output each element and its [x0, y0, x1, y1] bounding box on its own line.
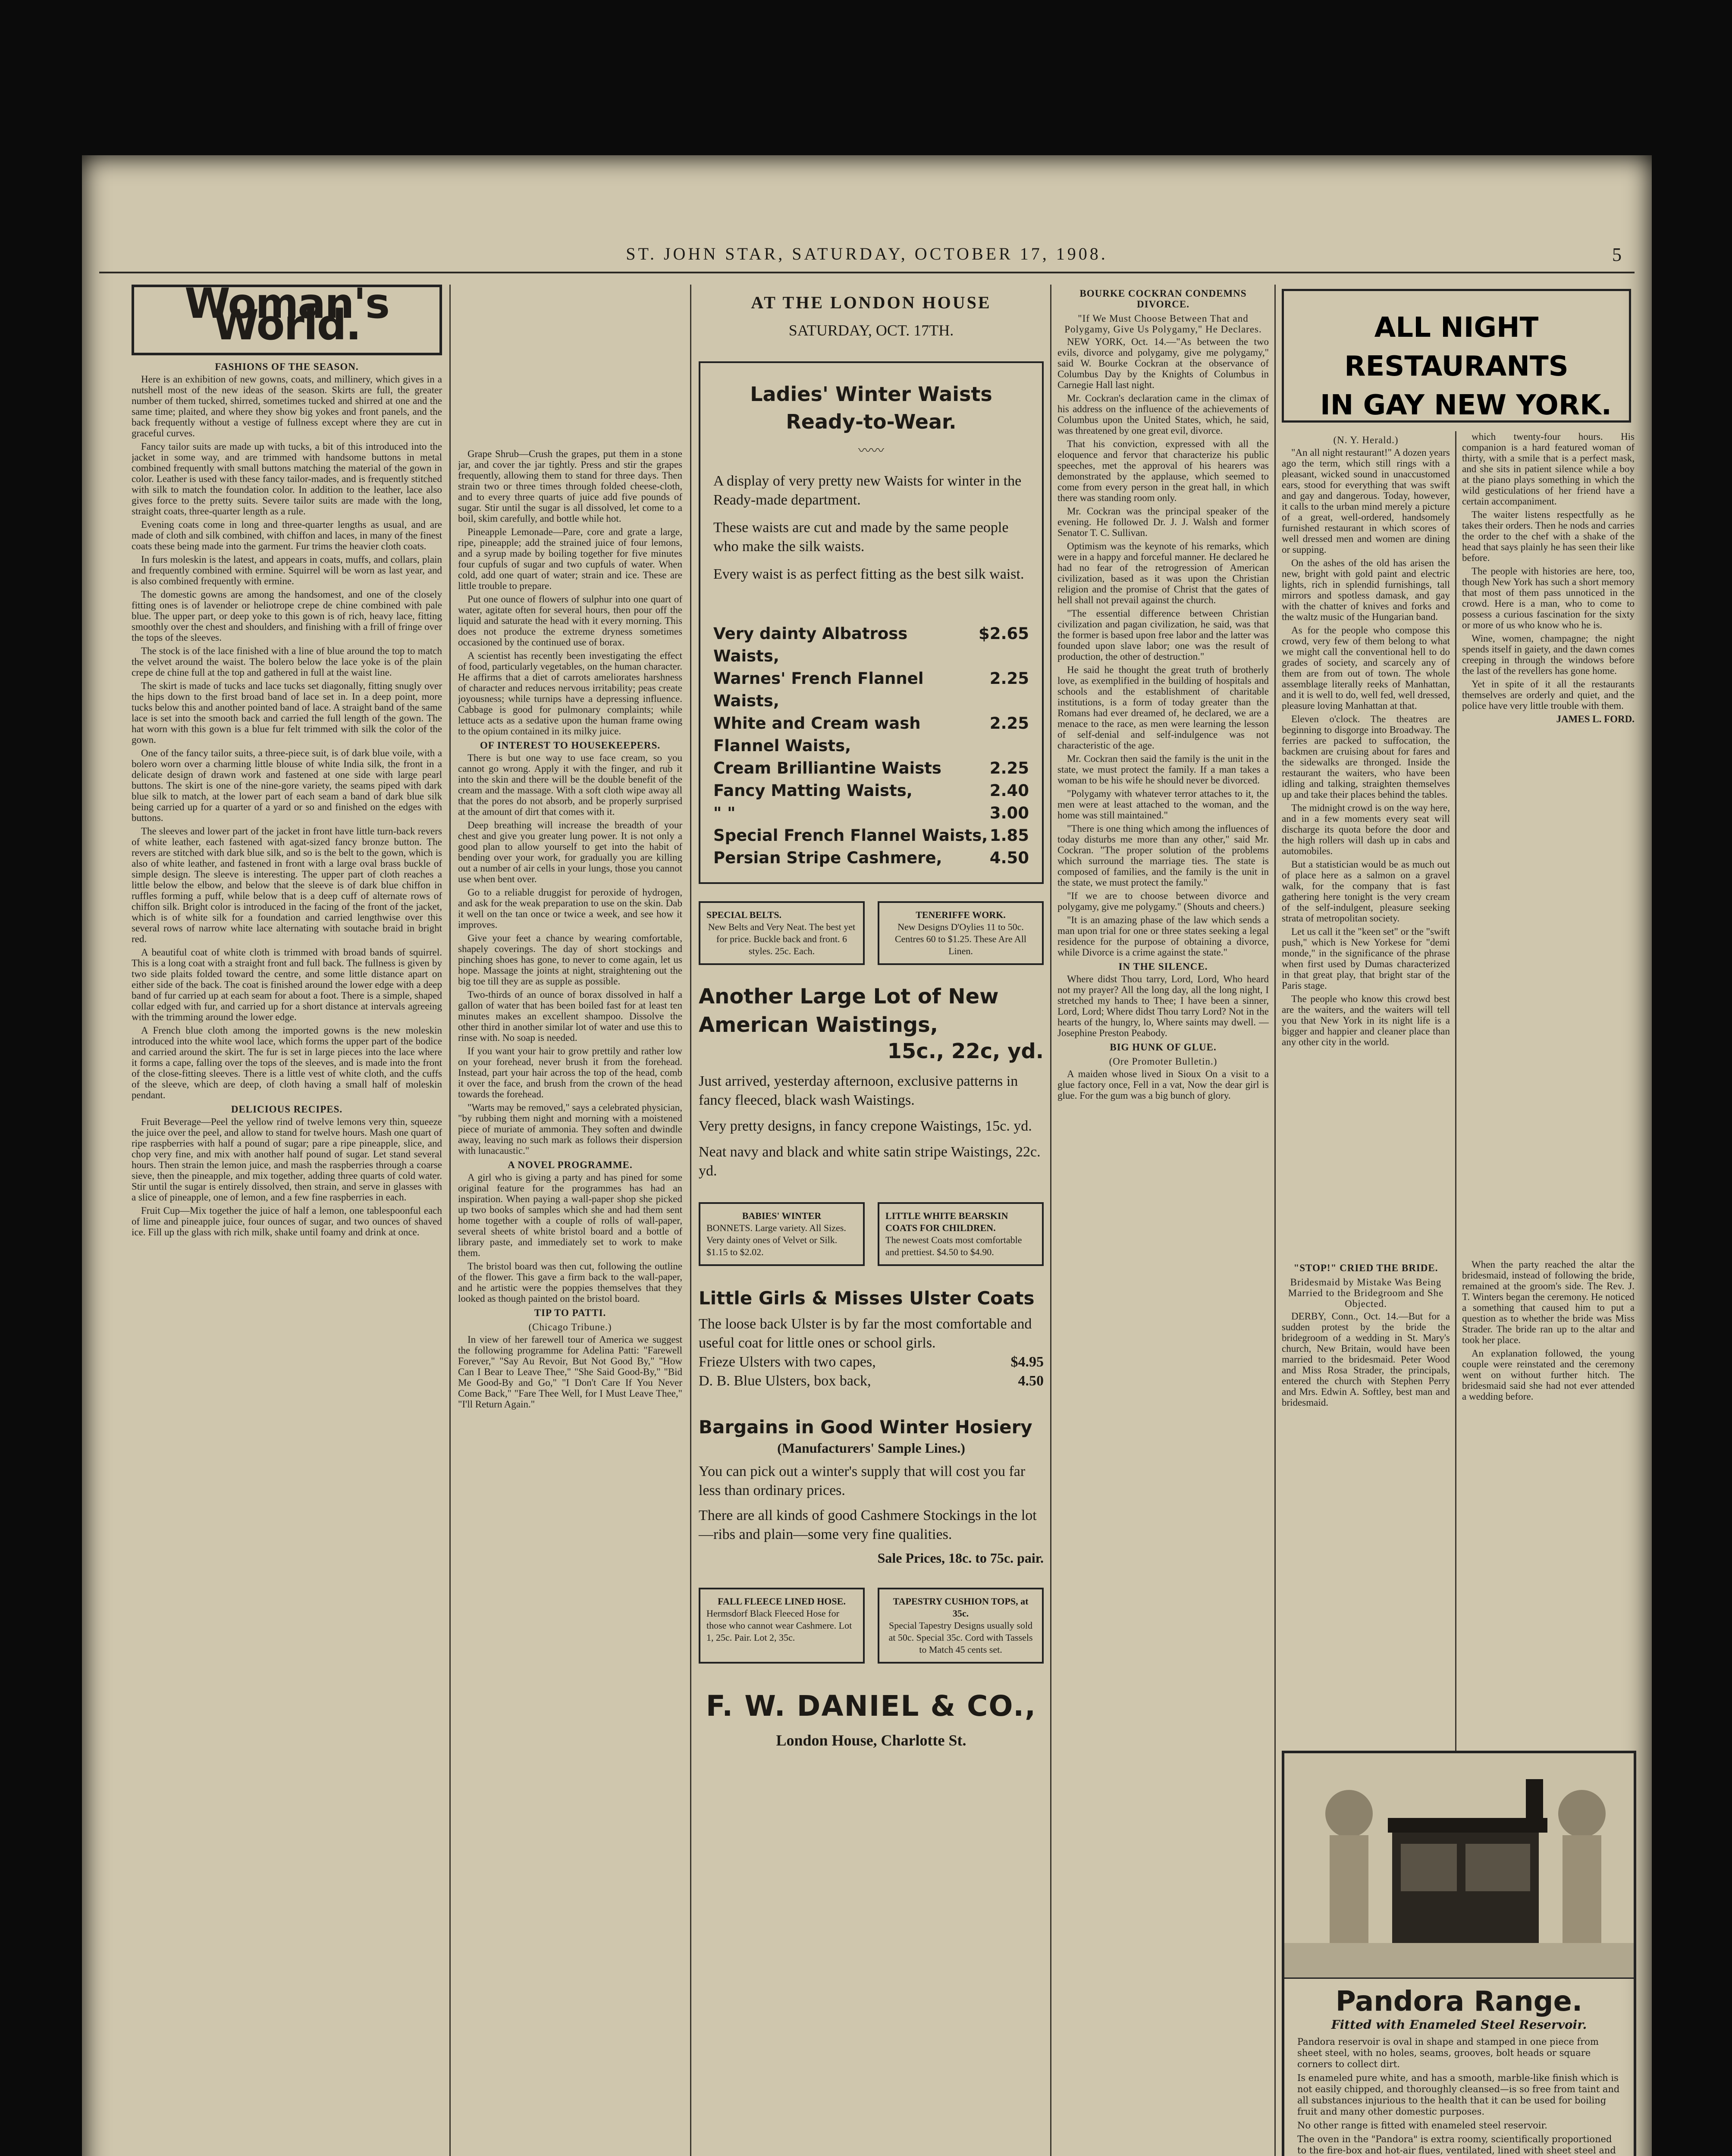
paragraph: "There is one thing which among the influences of today disturbs me more than any other," said Mr. Cockran. "The proper solution of the problems which surround the marriage ties. The state is composed of families, and the family is the unit in the state, we must protect the family."	[1057, 823, 1269, 888]
headline: BOURKE COCKRAN CONDEMNS DIVORCE.	[1079, 288, 1247, 310]
store-date: SATURDAY, OCT. 17TH.	[788, 322, 954, 339]
paragraph: When the party reached the altar the bridesmaid, instead of following the bride, remained at the groom's side. The Rev. J. T. Winters began the ceremony. He noticed a something that caused him to put a question as to whether the bride was Miss Strader. The bride ran up to the altar and took her place.	[1462, 1259, 1635, 1345]
headline: "STOP!" CRIED THE BRIDE.	[1293, 1263, 1438, 1273]
restaurants-title-2: IN GAY NEW YORK.	[1320, 389, 1612, 421]
pandora-body-4: The oven in the "Pandora" is extra roomy, scientifically proportioned to the fire-box and hot-air flues, ventilated, lined with sheet steel and	[1297, 2134, 1616, 2156]
price-row: Warnes' French Flannel Waists, 2.25	[713, 669, 1029, 710]
column-rule	[690, 285, 691, 2156]
store-address: London House, Charlotte St.	[776, 1732, 966, 1749]
subheading-source: (Ore Promoter Bulletin.)	[1109, 1056, 1217, 1067]
paragraph: "The essential difference between Christian civilization and pagan civilization, he said, was that the former is based upon free labor and the latter was founded upon slave labor; one was the result of production, the other of destruction."	[1057, 608, 1269, 662]
paragraph: A maiden whose lived in Sioux On a visit to a glue factory once, Fell in a vat, Now the dear girl is glue. For the gum was a big bunch of glory.	[1057, 1069, 1269, 1101]
paragraph: He said he thought the great truth of brotherly love, as exemplified in the building of hospitals and schools and the establishment of charitable institutions, is a form of today greater than the Romans had ever dreamed of, he declared, we are a menace to the race, as men were learning the lesson of self-denial and self-indulgence was not characteristic of the age.	[1057, 664, 1269, 751]
subheading: BIG HUNK OF GLUE.	[1110, 1042, 1217, 1053]
pandora-body-3: No other range is fitted with enameled steel reservoir.	[1297, 2120, 1547, 2131]
paragraph: A French blue cloth among the imported gowns is the new moleskin introduced into the white wool lace, which forms the upper part of the bodice and carried around the skirt. The fur is set in large pieces into the lace where it forms a cape, falling over the tops of the sleeves, and is made into the front of the close-fitting sleeves. There is a little vest of white cloth, and the cuffs of the sleeve, which are deep, of cloth having a small half of moleskin pendant.	[132, 1025, 442, 1100]
cushion-title: TAPESTRY CUSHION TOPS, at 35c.	[893, 1596, 1029, 1619]
teneriffe-title: TENERIFFE WORK.	[916, 909, 1006, 920]
waisting-body-2: Very pretty designs, in fancy crepone Waistings, 15c. yd.	[699, 1118, 1032, 1134]
paragraph: One of the fancy tailor suits, a three-piece suit, is of dark blue voile, with a bolero worn over a charming little blouse of white India silk, the front in a delicate design of drawn work and fastened at one side with large pearl buttons. The skirt is one of the nine-gore variety, the seams piped with dark blue silk to match, at the lower part of each seam a band of dark blue silk being carried up for a quarter of a yard or so and finished on the edges with buttons.	[132, 748, 442, 823]
price-row: Special French Flannel Waists, 1.85	[713, 826, 1029, 845]
ulster-body: The loose back Ulster is by far the most comfortable and useful coat for little ones or school girls.	[699, 1316, 1032, 1351]
bonnets-title: BABIES' WINTER	[742, 1210, 822, 1221]
waists-body: A display of very pretty new Waists for winter in the Ready-made department.	[713, 473, 1022, 508]
subheading: DELICIOUS RECIPES.	[231, 1104, 343, 1115]
pandora-title: Pandora Range.	[1335, 1986, 1583, 2018]
paragraph: The skirt is made of tucks and lace tucks set diagonally, fitting snugly over the hips down to the first broad band of lace set in. In a deep point, more tucks below this and another pointed band of lace. A straight band of the same lace is set into the smooth back and carried the full length of the gown. The hat worn with this gown is a blue fur felt trimmed with silk the color of the gown.	[132, 680, 442, 745]
belts-title: SPECIAL BELTS.	[706, 909, 782, 920]
small-boxes-row-1	[699, 901, 1044, 965]
paragraph: If you want your hair to grow prettily and rather low on your forehead, never brush it from the forehead. Instead, part your hair across the top of the head, comb it over the face, and brush from the crown of the head towards the forehead.	[458, 1046, 682, 1100]
belts-body: New Belts and Very Neat. The best yet for price. Buckle back and front. 6 styles. 25c. Each.	[708, 921, 856, 956]
paragraph: Mr. Cockran's declaration came in the climax of his address on the influence of the achievements of Columbus upon the United States, which, he said, was threatened by one great evil, divorce.	[1057, 393, 1269, 436]
belts-box	[699, 901, 865, 965]
hosiery-title: Bargains in Good Winter Hosiery	[699, 1416, 1032, 1438]
pandora-body-2: Is enameled pure white, and has a smooth, marble-like finish which is not easily chipped, and thoroughly cleansed—is so free from taint and all substances injurious to the health that it can be used for boiling fruit and many other domestic purposes.	[1297, 2073, 1620, 2117]
paragraph: "Polygamy with whatever terror attaches to it, the men were at least attached to the woman, and the home was still maintained."	[1057, 788, 1269, 821]
paragraph: On the ashes of the old has arisen the new, bright with gold paint and electric lights, rich in splendid furnishings, tall mirrors and spotless damask, and gay with the chatter of knives and forks and the waltz music of the Hungarian band.	[1282, 558, 1450, 622]
paragraph: "An all night restaurant!" A dozen years ago the term, which still rings with a pleasant, wicked sound in unaccustomed ears, stood for everything that was swift and gay and dangerous. Today, however, it calls to the urban mind merely a picture of a great, well-ordered, handsomely furnished restaurant in which scores of well dressed men and women are dining or supping.	[1282, 447, 1450, 555]
hosiery-sale: Sale Prices, 18c. to 75c. pair.	[877, 1550, 1044, 1566]
waisting-body-3: Neat navy and black and white satin stripe Waistings, 22c. yd.	[699, 1144, 1041, 1179]
paragraph: Evening coats come in long and three-quarter lengths as usual, and are made of cloth and silk combined, with chiffon and laces, in many of the finest coats these being made into the garment. Fur trims the heavier cloth coats.	[132, 519, 442, 552]
column-rule	[449, 285, 451, 2156]
cushion-body: Special Tapestry Designs usually sold at 50c. Special 35c. Cord with Tassels to Match 45 cents set.	[888, 1620, 1033, 1655]
small-boxes-row-3	[699, 1588, 1044, 1664]
paragraph: Two-thirds of an ounce of borax dissolved in half a gallon of water that has been boiled fast for at least ten minutes makes an excellent shampoo. Dissolve the other third in another similar lot of water and use this to rinse with. No soap is needed.	[458, 989, 682, 1043]
ulster-price-row: Frieze Ulsters with two capes, $4.95	[699, 1354, 1044, 1370]
masthead-rule	[99, 272, 1635, 273]
price-row: White and Cream wash Flannel Waists, 2.25	[713, 714, 1029, 755]
ulster-section	[699, 1288, 1044, 1391]
teneriffe-body: New Designs D'Oylies 11 to 50c. Centres 60 to $1.25. These Are All Linen.	[894, 921, 1027, 956]
paragraph: A scientist has recently been investigating the effect of food, particularly vegetables, on the human character. He affirms that a diet of carrots ameliorates harshness of character and reduces nervous irritability; peas create joyousness; while turnips have a depressing influence. Cabbage is good for pulmonary complaints; while lettuce acts as a sedative upon the human frame owing to the opium contained in its milky juice.	[458, 650, 682, 736]
byline: JAMES L. FORD.	[1556, 714, 1635, 724]
paragraph: Deep breathing will increase the breadth of your chest and give you greater lung power. It is not only a good plan to allow yourself to get into the habit of bending over your work, for gradually you are killing out a number of air cells in your lungs, those you cannot use when bent over.	[458, 820, 682, 884]
paragraph: Mr. Cockran was the principal speaker of the evening. He followed Dr. J. J. Walsh and former Senator T. C. Sullivan.	[1057, 506, 1269, 538]
column-rule	[1050, 285, 1051, 2156]
paragraph: "It is an amazing phase of the law which sends a man upon trial for one or three states seeking a legal residence for the purpose of obtaining a divorce, while Divorce is a crime against the state."	[1057, 915, 1269, 958]
bonnets-box	[699, 1202, 865, 1266]
column-household	[458, 448, 682, 2156]
paragraph: Yet in spite of it all the restaurants themselves are orderly and quiet, and the police have very little trouble with them.	[1462, 679, 1635, 711]
cushion-box	[878, 1588, 1044, 1664]
paragraph: The people with histories are here, too, though New York has such a short memory that most of them pass unnoticed in the crowd. Here is a man, who to come to possess a curious fascination for the sixty or more of us who know who he is.	[1462, 566, 1635, 630]
column-rule	[1455, 431, 1456, 1915]
paragraph: The waiter listens respectfully as he takes their orders. Then he nods and carries the order to the chef with a shake of the head that says plainly he has seen their like before.	[1462, 509, 1635, 563]
poem: Where didst Thou tarry, Lord, Lord, Who heard not my prayer? All the long day, all the long night, I stretched my hands to Thee; I have been a sinner, Lord, Lord; Where didst Thou tarry Lord? Not in the hearts of the hungry, lo, Where saints may dwell. —Josephine Preston Peabody.	[1057, 974, 1269, 1038]
paragraph: Eleven o'clock. The theatres are beginning to disgorge into Broadway. The ferries are packed to suffocation, the backmen are cruising about for fares and the sidewalks are thronged. Inside the restaurant the waiters, who have been idling and talking, straighten themselves up and take their places behind the tables.	[1282, 714, 1450, 800]
waists-title: Ladies' Winter Waists Ready-to-Wear.	[750, 382, 992, 433]
paragraph: Put one ounce of flowers of sulphur into one quart of water, agitate often for several hours, then pour off the liquid and saturate the head with it every morning. This does not produce the extreme dryness sometimes occasioned by the continued use of borax.	[458, 594, 682, 648]
paragraph: The bristol board was then cut, following the outline of the flower. This gave a firm back to the wall-paper, and he artistic were the poppies themselves that they looked as though painted on the bristol board.	[458, 1261, 682, 1304]
bonnets-body: BONNETS. Large variety. All Sizes. Very dainty ones of Velvet or Silk. $1.15 to $2.02.	[706, 1222, 846, 1257]
subheading: FASHIONS OF THE SEASON.	[215, 361, 359, 372]
paragraph: Give your feet a chance by wearing comfortable, shapely coverings. The day of short stockings and pinching shoes has gone, to never to come again, let us hope. Massage the joints at night, straightening out the big toe till they are as supple as possible.	[458, 933, 682, 987]
source-line: (N. Y. Herald.)	[1333, 435, 1399, 445]
column-restaurants-right	[1462, 431, 1635, 1250]
small-boxes-row-2	[699, 1202, 1044, 1266]
subheading: OF INTEREST TO HOUSEKEEPERS.	[480, 740, 661, 751]
paragraph: In furs moleskin is the latest, and appears in coats, muffs, and collars, plain and frequently combined with ermine. Squirrel will be worn as last year, and is also combined frequently with ermine.	[132, 554, 442, 586]
column-bride-right	[1462, 1259, 1635, 1738]
waisting-prices: 15c., 22c, yd.	[887, 1039, 1044, 1063]
hosiery-body: You can pick out a winter's supply that will cost you far less than ordinary prices.	[699, 1463, 1026, 1498]
hose-title: FALL FLEECE LINED HOSE.	[718, 1596, 846, 1607]
bearskin-body: The newest Coats most comfortable and prettiest. $4.50 to $4.90.	[885, 1235, 1022, 1257]
waists-body-2: These waists are cut and made by the same people who make the silk waists.	[713, 520, 1009, 555]
paragraph: Here is an exhibition of new gowns, coats, and millinery, which gives in a nutshell most of the new ideas of the season. Skirts are full, the greater number of them tucked, shirred, sometimes tucked and shirred at one and the same time; plaited, and where they show big yokes and front panels, and the back frequently without a vestige of fullness except where they are cut in graceful curves.	[132, 374, 442, 439]
waists-box	[699, 361, 1044, 884]
ornament: 〰〰	[858, 444, 884, 458]
price-row: Fancy Matting Waists, 2.40	[713, 781, 1029, 800]
hosiery-sub: (Manufacturers' Sample Lines.)	[777, 1440, 965, 1456]
waisting-title: Another Large Lot of New American Waistings,	[699, 984, 999, 1037]
ulster-price-row: D. B. Blue Ulsters, box back, 4.50	[699, 1373, 1044, 1389]
deck: "If We Must Choose Between That and Polygamy, Give Us Polygamy," He Declares.	[1064, 313, 1262, 335]
newspaper-page	[82, 155, 1652, 2156]
paragraph: Fruit Beverage—Peel the yellow rind of twelve lemons very thin, squeeze the juice over the peel, and allow to stand for twelve hours. Mash one quart of ripe raspberries with half a pound of sugar; pare a ripe pineapple, slice, and chop very fine, and mix with another half pound of sugar. Let stand several hours. Then strain the lemon juice, and mash the raspberries through a coarse sieve, then the pineapple, and mix together, adding three quarts of cold water. Stir until the sugar is entirely dissolved, then strain, and serve in glasses with a slice of pineapple, one of lemon, and a few fine raspberries in each.	[132, 1116, 442, 1203]
paragraph: DERBY, Conn., Oct. 14.—But for a sudden protest by the bride the bridegroom of a wedding in St. Mary's church, New Britain, would have been married to the bridesmaid. Peter Wood and Miss Rosa Strader, the principals, entered the church with Stephen Perry and Mrs. Edwin A. Softley, best man and bridesmaid.	[1282, 1311, 1450, 1408]
subheading: TIP TO PATTI.	[534, 1307, 606, 1318]
teneriffe-box	[878, 901, 1044, 965]
paragraph: Fancy tailor suits are made up with tucks, a bit of this introduced into the jacket in some way, and are trimmed with handsome buttons in metal combined frequently with small buttons matching the material of the gown in color. Leather is used with these fancy tailor-mades, and is frequently stitched with silk to match the foundation color. In addition to the leather, lace also gives force to the pretty suits. Severe tailor suits are made with the long, straight coats, three-quarter length as a rule.	[132, 441, 442, 517]
column-cockran	[1057, 285, 1269, 2156]
bearskin-box	[878, 1202, 1044, 1266]
womans-world-title: Woman's World.	[184, 285, 389, 349]
waists-body-3: Every waist is as perfect fitting as the best silk waist.	[713, 566, 1024, 582]
pandora-copy	[1284, 1979, 1634, 2156]
paragraph: The sleeves and lower part of the jacket in front have little turn-back revers of white leather, each fastened with agat-sized fancy bronze button. The revers are stitched with dark blue silk, and so is the belt to the gown, which is also of white leather, and fastened in front with a large oval brass buckle of simple design. The sleeve is interesting. The upper part of cloth reaches a little below the elbow, and below that the sleeve is of dark blue chiffon in ruffles forming a puff, while below that is a deep cuff of alternate rows of chiffon silk. Bright color is introduced in the facing of the front of the jacket, which is of white silk for a foundation and carried lengthwise over this several rows of narrow white lace alternating with soutache braid in bright red.	[132, 826, 442, 944]
paragraph: Go to a reliable druggist for peroxide of hydrogen, and ask for the weak preparation to use on the skin. Dab it well on the tan once or twice a week, and see how it improves.	[458, 887, 682, 930]
hosiery-body-2: There are all kinds of good Cashmere Stockings in the lot—ribs and plain—some very fine qualities.	[699, 1507, 1037, 1542]
waisting-section	[699, 982, 1044, 1181]
paragraph: The stock is of the lace finished with a line of blue around the top to match the velvet around the waist. The bolero below the lace yoke is of the plain crepe de chine full at the top and gathered in full at the waist line.	[132, 646, 442, 678]
paragraph: A girl who is giving a party and has pined for some original feature for the programmes has had an inspiration. When paying a wall-paper shop she picked up two books of samples which she and had them sent home together with a couple of rolls of wall-paper, several sheets of white bristol board and a bottle of library paste, and immediately set to work to make them.	[458, 1172, 682, 1258]
paragraph: Grape Shrub—Crush the grapes, put them in a stone jar, and cover the jar tightly. Press and stir the grapes frequently, allowing them to stand for three days. Then strain two or three times through folded cheese-cloth, and to every three quarts of juice add five pounds of sugar. Stir until the sugar is all dissolved, let come to a boil, skim carefully, and bottle while hot.	[458, 448, 682, 524]
price-row: Very dainty Albatross Waists, $2.65	[713, 624, 1029, 665]
paragraph: But a statistician would be as much out of place here as a salmon on a gravel walk, for the company that is fast gathering here tonight is the very cream of the self-indulgent, pleasure seeking strata of metropolitan society.	[1282, 859, 1450, 924]
paragraph: The midnight crowd is on the way here, and in a few moments every seat will discharge its quota before the door and the high rollers will dash up in cabs and automobiles.	[1282, 802, 1450, 856]
paragraph: The people who know this crowd best are the waiters, and the waiters will tell you that New York in its night life is a bigger and happier and cleaner place than any other city in the world.	[1282, 993, 1450, 1047]
paragraph: Optimism was the keynote of his remarks, which were in a happy and forceful manner. He declared he had no fear of the retrogression of American civilization, based as it was upon the Christian religion and the promise of Christ that the gates of hell shall not prevail against the church.	[1057, 541, 1269, 605]
column-rule	[1274, 285, 1276, 2156]
paragraph: In view of her farewell tour of America we suggest the following programme for Adelina Patti: "Farewell Forever," "Say Au Revoir, But Not Good By," "How Can I Bear to Leave Thee," "She Said Good-By," "Bid Me Good-By and Go," "I Don't Care If You Never Come Back," "Fare Thee Well, for I Must Leave Thee," "I'll Return Again."	[458, 1334, 682, 1410]
subheading: IN THE SILENCE.	[1118, 961, 1208, 972]
stove-picture	[1284, 1753, 1634, 1977]
paragraph: The domestic gowns are among the handsomest, and one of the closely fitting ones is of lavender or heliotrope crepe de chine combined with pale blue. The upper part, or deep yoke to this gown is of rich, heavy lace, fitting smoothly over the chest and shoulders, and finishing with a frill of fringe over the tops of the sleeves.	[132, 589, 442, 643]
waisting-body: Just arrived, yesterday afternoon, exclusive patterns in fancy fleeced, black wash Waistings.	[699, 1073, 1018, 1108]
column-bride-left	[1282, 1259, 1450, 1738]
paragraph: A beautiful coat of white cloth is trimmed with broad bands of squirrel. This is a long coat with a straight front and full back. The fullness is given by two side plaits folded toward the centre, and some little distance apart on either side of the back. The coat is finished around the lower edge with a deep band of fur carried up at each seam for about a foot. There is a simple, shaped collar edged with fur, and carried up for a short distance at intervals agreeing with the trimming around the lower edge.	[132, 947, 442, 1022]
deck: Bridesmaid by Mistake Was Being Married to the Bridegroom and She Objected.	[1288, 1277, 1444, 1309]
paragraph: "Warts may be removed," says a celebrated physician, "by rubbing them night and morning with a moistened piece of muriate of ammonia. They soften and dwindle away, leaving no such mark as follows their dispersion with lunacaustic."	[458, 1102, 682, 1156]
hose-body: Hermsdorf Black Fleeced Hose for those who cannot wear Cashmere. Lot 1, 25c. Pair. Lot 2, 35c.	[706, 1608, 852, 1643]
store-header: AT THE LONDON HOUSE	[751, 293, 992, 312]
hose-box	[699, 1588, 865, 1664]
masthead	[82, 244, 1652, 265]
store-name: F. W. DANIEL & CO.,	[706, 1689, 1037, 1723]
column-womans-world	[132, 285, 442, 2156]
pandora-sub: Fitted with Enameled Steel Reservoir.	[1331, 2018, 1587, 2032]
subheading: A NOVEL PROGRAMME.	[508, 1159, 633, 1170]
paragraph: Fruit Cup—Mix together the juice of half a lemon, one tablespoonful each of lime and pineapple juice, four ounces of sugar, and two ounces of shaved ice. Fill up the glass with rich milk, shake until foamy and drink at once.	[132, 1205, 442, 1238]
price-list	[713, 623, 1029, 869]
paragraph: Pineapple Lemonade—Pare, core and grate a large, ripe, pineapple; add the strained juice of four lemons, and a syrup made by boiling together for five minutes four cupfuls of sugar and two cupfuls of water. When cold, add one quart of water; strain and ice. These are little trouble to prepare.	[458, 526, 682, 591]
paragraph: There is but one way to use face cream, so you cannot go wrong. Apply it with the finger, and rub it into the skin and there will be the double benefit of the cream and the massage. With a soft cloth wipe away all that the pores do not absorb, and be properly surprised at the amount of dirt that comes with it.	[458, 752, 682, 817]
paragraph: Let us call it the "keen set" or the "swift push," which is New Yorkese for "demi monde," in the significance of the phrase when first used by Dumas characterized in that great play, that bright star of the Paris stage.	[1282, 926, 1450, 991]
price-row: Cream Brilliantine Waists 2.25	[713, 759, 1029, 777]
stove-illustration	[1284, 1753, 1634, 1979]
price-row: " " 3.00	[713, 804, 1029, 822]
paragraph: which twenty-four hours. His companion is a hard featured woman of thirty, with a smile that is a perfect mask, and she sits in patient silence while a boy at the piano plays something in which the wild gesticulations of her friend have a certain accompaniment.	[1462, 431, 1635, 507]
pandora-body: Pandora reservoir is oval in shape and stamped in one piece from sheet steel, with no holes, seams, grooves, bolt heads or square corners to collect dirt.	[1297, 2037, 1599, 2069]
paragraph: An explanation followed, the young couple were reinstated and the ceremony went on without further hitch. The bridesmaid said she had not ever attended a wedding before.	[1462, 1348, 1635, 1402]
london-house-advertisement	[699, 285, 1044, 2156]
running-head: ST. JOHN STAR, SATURDAY, OCTOBER 17, 1908.	[626, 244, 1108, 263]
paragraph: That his conviction, expressed with all the eloquence and fervor that characterize his public speeches, met the approval of his hearers was demonstrated by the applause, which seemed to come from every person in the great hall, in which there was standing room only.	[1057, 439, 1269, 503]
womans-world-title-box	[132, 285, 442, 355]
hosiery-section	[699, 1416, 1044, 1566]
pandora-range-advertisement	[1282, 1751, 1636, 2156]
restaurants-title-box	[1282, 289, 1631, 423]
bearskin-title: LITTLE WHITE BEARSKIN COATS FOR CHILDREN.	[885, 1210, 1008, 1233]
paragraph: Mr. Cockran then said the family is the unit in the state, we must protect the family. If a man takes a woman to be his wife he should never be divorced.	[1057, 753, 1269, 786]
price-row: Persian Stripe Cashmere, 4.50	[713, 849, 1029, 867]
ulster-title: Little Girls & Misses Ulster Coats	[699, 1288, 1035, 1309]
page-number: 5	[1612, 244, 1622, 265]
paragraph: As for the people who compose this crowd, very few of them belong to what we might call the conventional hell to do grades of society, and scarcely any of them are from out of town. The whole assemblage literally reeks of Manhattan, and it is well to do, well fed, well dressed, pleasure loving Manhattan at that.	[1282, 625, 1450, 711]
restaurants-title-1: ALL NIGHT RESTAURANTS	[1344, 312, 1569, 382]
paragraph: Wine, women, champagne; the night spends itself in gaiety, and the dawn comes creeping in through the windows before the last of the revellers has gone home.	[1462, 633, 1635, 676]
paragraph: "If we are to choose between divorce and polygamy, give me polygamy." (Shouts and cheers.)	[1057, 890, 1269, 912]
column-restaurants-left	[1282, 431, 1450, 1250]
subheading-source: (Chicago Tribune.)	[528, 1322, 612, 1332]
paragraph: NEW YORK, Oct. 14.—"As between the two evils, divorce and polygamy, give me polygamy," said W. Bourke Cockran at the observance of Columbus Day by the Knights of Columbus in Carnegie Hall last night.	[1057, 336, 1269, 390]
